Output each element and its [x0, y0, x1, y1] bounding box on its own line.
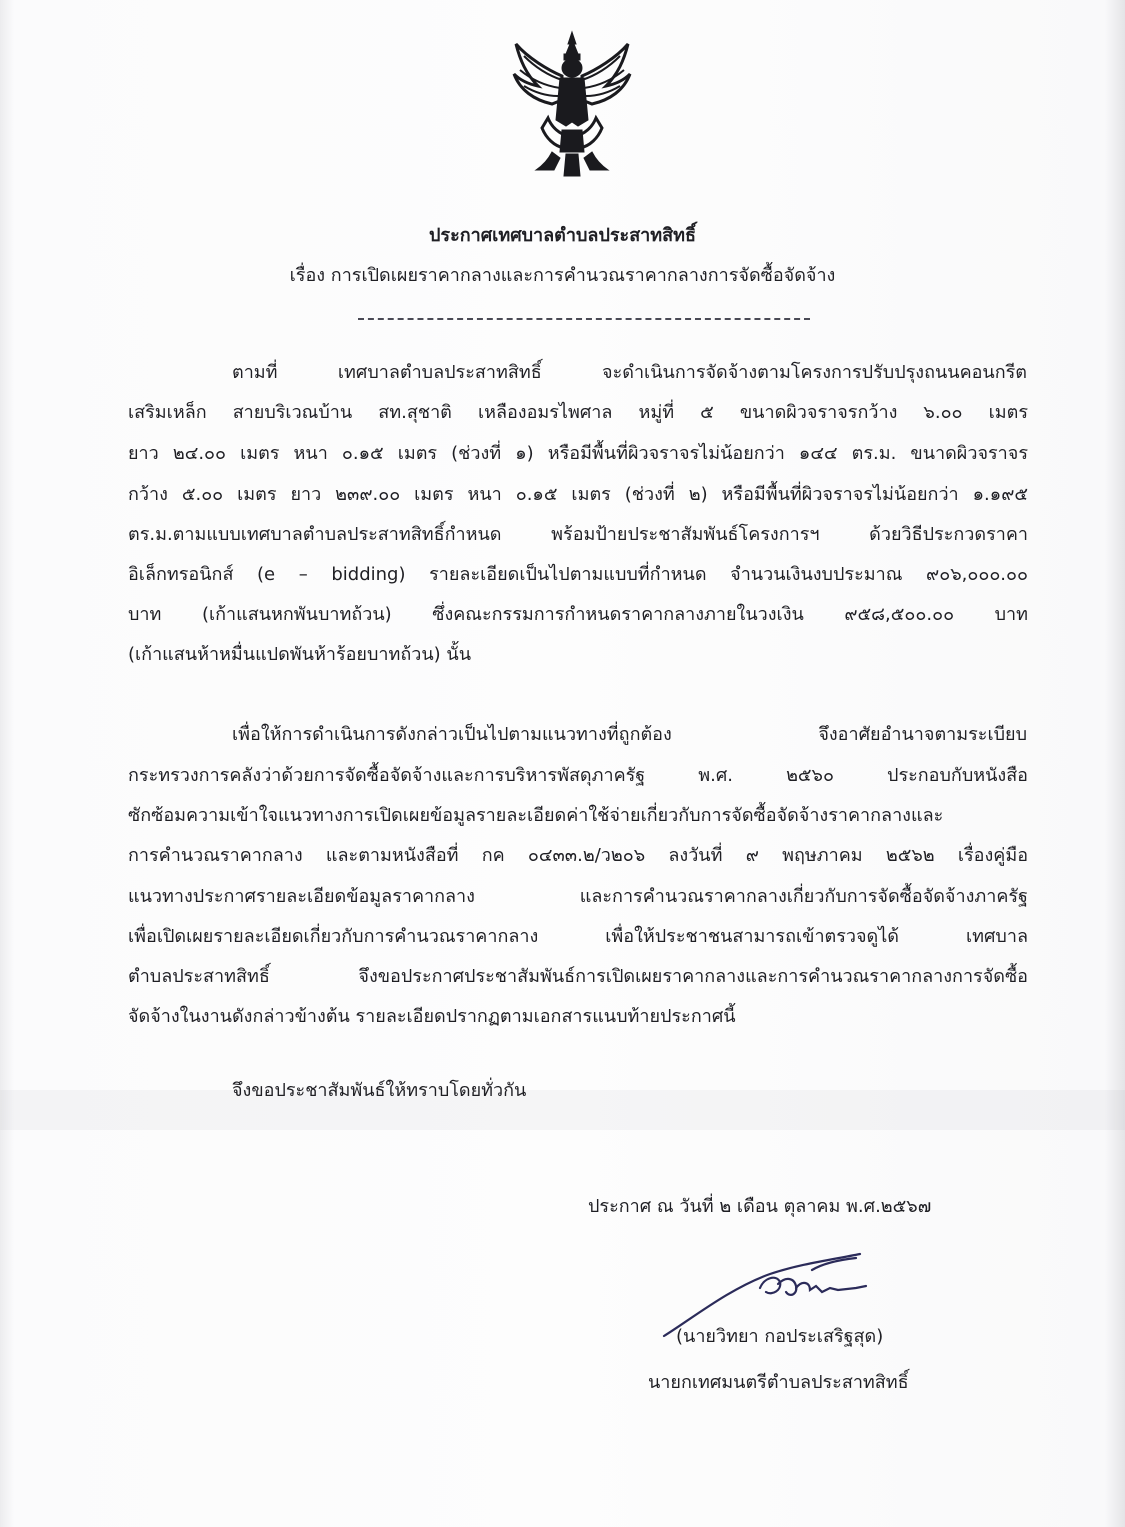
paragraph-1-line: ตามที่ เทศบาลตำบลประสาทสิทธิ์ จะดำเนินการจัดจ้างตามโครงการปรับปรุงถนนคอนกรีต [232, 362, 1027, 383]
document-subject: เรื่อง การเปิดเผยราคากลางและการคำนวณราคากลางการจัดซื้อจัดจ้าง [289, 265, 836, 286]
paper-fold-shadow [0, 1090, 1125, 1130]
document-title: ประกาศเทศบาลตำบลประสาทสิทธิ์ [428, 225, 696, 246]
paragraph-2-line: เพื่อให้การดำเนินการดังกล่าวเป็นไปตามแนวทางที่ถูกต้อง จึงอาศัยอำนาจตามระเบียบ [232, 724, 1027, 745]
signature-mark [660, 1240, 920, 1340]
paragraph-1-line: อิเล็กทรอนิกส์ (e – bidding) รายละเอียดเป็นไปตามแบบที่กำหนด จำนวนเงินงบประมาณ ๙๐๖,๐๐๐.๐๐ [128, 564, 1028, 585]
garuda-emblem-icon [508, 30, 636, 180]
paragraph-2-line: ซักซ้อมความเข้าใจแนวทางการเปิดเผยข้อมูลรายละเอียดค่าใช้จ่ายเกี่ยวกับการจัดซื้อจัดจ้างราคากลางและ [128, 805, 944, 826]
paragraph-1-line: บาท (เก้าแสนหกพันบาทถ้วน) ซึ่งคณะกรรมการกำหนดราคากลางภายในวงเงิน ๙๕๘,๕๐๐.๐๐ บาท [128, 604, 1028, 625]
announcement-date: ประกาศ ณ วันที่ ๒ เดือน ตุลาคม พ.ศ.๒๕๖๗ [588, 1196, 932, 1217]
paragraph-2-line: จัดจ้างในงานดังกล่าวข้างต้น รายละเอียดปรากฏตามเอกสารแนบท้ายประกาศนี้ [128, 1006, 736, 1027]
paragraph-1-line: เสริมเหล็ก สายบริเวณบ้าน สท.สุชาติ เหลืองอมรไพศาล หมู่ที่ ๕ ขนาดผิวจราจรกว้าง ๖.๐๐ เมตร [128, 402, 1028, 423]
paragraph-2-line: ตำบลประสาทสิทธิ์ จึงขอประกาศประชาสัมพันธ์การเปิดเผยราคากลางและการคำนวณราคากลางการจัดซื้อ [128, 966, 1028, 987]
paragraph-1-line: กว้าง ๕.๐๐ เมตร ยาว ๒๓๙.๐๐ เมตร หนา ๐.๑๕ เมตร (ช่วงที่ ๒) หรือมีพื้นที่ผิวจราจรไม่น้อยกว่า ๑.๑๙๕ [128, 484, 1028, 505]
title-divider [358, 318, 810, 320]
paragraph-1-line: ตร.ม.ตามแบบเทศบาลตำบลประสาทสิทธิ์กำหนด พร้อมป้ายประชาสัมพันธ์โครงการฯ ด้วยวิธีประกวดราคา [128, 524, 1028, 545]
paragraph-1-line: ยาว ๒๔.๐๐ เมตร หนา ๐.๑๕ เมตร (ช่วงที่ ๑) หรือมีพื้นที่ผิวจราจรไม่น้อยกว่า ๑๔๔ ตร.ม. ขนาดผิวจราจร [128, 443, 1028, 464]
paragraph-2-line: กระทรวงการคลังว่าด้วยการจัดซื้อจัดจ้างและการบริหารพัสดุภาครัฐ พ.ศ. ๒๕๖๐ ประกอบกับหนังสือ [128, 765, 1028, 786]
signer-position: นายกเทศมนตรีตำบลประสาทสิทธิ์ [648, 1372, 909, 1393]
paragraph-2-line: การคำนวณราคากลาง และตามหนังสือที่ กค ๐๔๓๓.๒/ว๒๐๖ ลงวันที่ ๙ พฤษภาคม ๒๕๖๒ เรื่องคู่มือ [128, 845, 1028, 866]
signer-name: (นายวิทยา กอประเสริฐสุด) [676, 1326, 884, 1347]
paragraph-2-line: เพื่อเปิดเผยรายละเอียดเกี่ยวกับการคำนวณราคากลาง เพื่อให้ประชาชนสามารถเข้าตรวจดูได้ เทศบาล [128, 926, 1028, 947]
paragraph-1-line: (เก้าแสนห้าหมื่นแปดพันห้าร้อยบาทถ้วน) นั้น [128, 644, 472, 665]
closing-statement: จึงขอประชาสัมพันธ์ให้ทราบโดยทั่วกัน [232, 1080, 527, 1101]
paragraph-2-line: แนวทางประกาศรายละเอียดข้อมูลราคากลาง และการคำนวณราคากลางเกี่ยวกับการจัดซื้อจัดจ้างภาครัฐ [128, 886, 1028, 907]
